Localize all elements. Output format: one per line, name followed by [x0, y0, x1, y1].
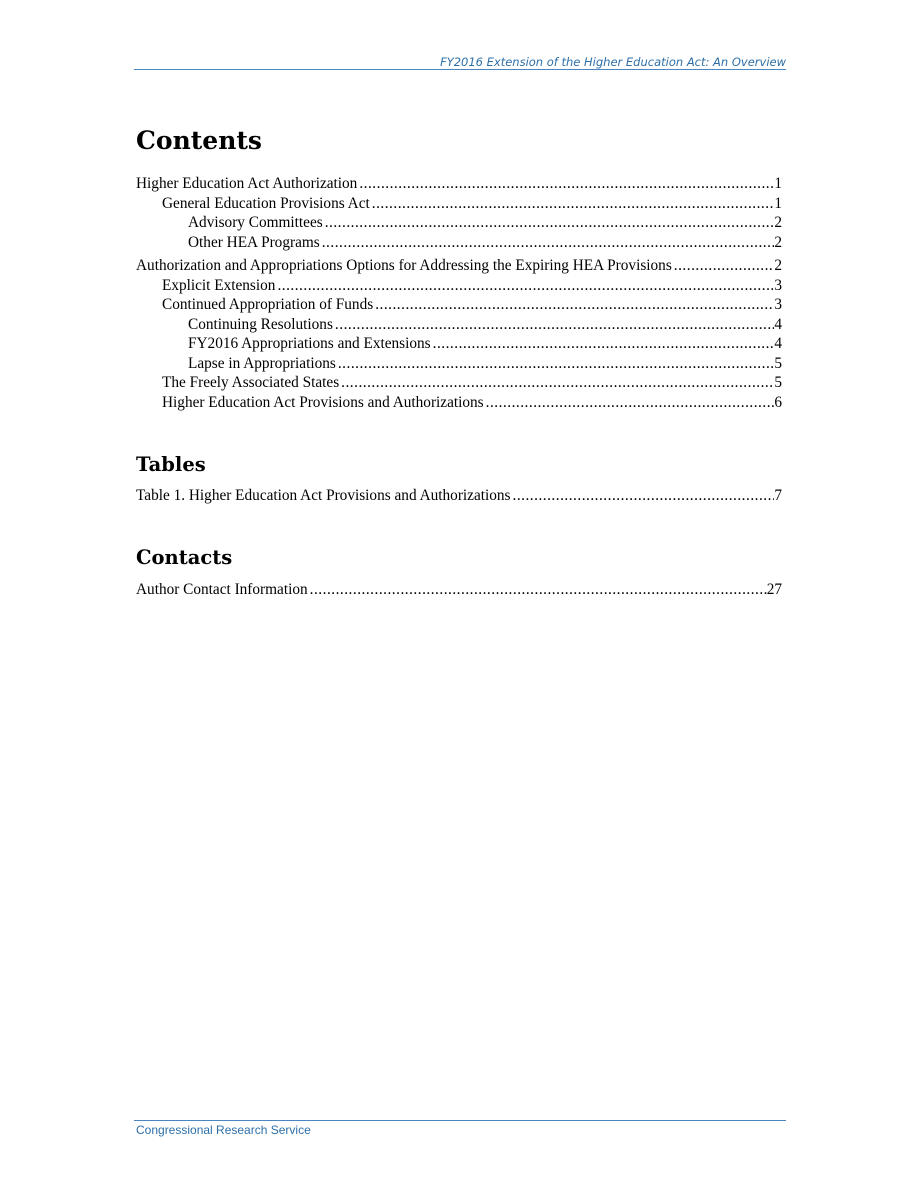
toc-page-number: 1: [774, 175, 782, 192]
toc-dot-leader: [373, 295, 774, 315]
toc-entry[interactable]: [136, 354, 782, 374]
toc-entry[interactable]: [136, 373, 782, 393]
contents-heading: Contents: [136, 126, 263, 155]
toc-dot-leader: [308, 580, 767, 600]
toc-page-number: 2: [774, 233, 782, 251]
toc-dot-leader: [484, 393, 775, 413]
toc-entry[interactable]: [136, 315, 782, 335]
toc-page-number: 4: [774, 335, 782, 352]
toc-entry-title: Continued Appropriation of Funds: [162, 296, 374, 313]
toc-entry[interactable]: [136, 334, 782, 354]
toc-dot-leader: [336, 354, 774, 374]
toc-entry[interactable]: [136, 393, 782, 413]
toc-page-number: 7: [774, 487, 782, 504]
toc-dot-leader: [370, 194, 775, 214]
toc-dot-leader: [431, 334, 775, 354]
toc-entry-title: Higher Education Act Authorization: [136, 175, 358, 192]
toc-page-number: 6: [774, 393, 782, 411]
toc-entry-title: Table 1. Higher Education Act Provisions and Authorizations: [136, 487, 511, 504]
toc-page-number: 1: [774, 194, 782, 212]
toc-dot-leader: [323, 213, 775, 233]
toc-entry[interactable]: [136, 174, 782, 194]
toc-entry-title: Continuing Resolutions: [188, 315, 333, 333]
toc-entry-title: Author Contact Information: [136, 581, 308, 598]
footer-rule: [134, 1120, 786, 1121]
toc-entry[interactable]: [136, 213, 782, 233]
toc-entry[interactable]: [136, 233, 782, 253]
toc-dot-leader: [511, 486, 775, 506]
toc-page-number: 4: [774, 315, 782, 333]
toc-entry-title: Authorization and Appropriations Options for Addressing the Expiring HEA Provisions: [136, 257, 672, 274]
toc-entry[interactable]: [136, 580, 782, 600]
toc-entry-title: Higher Education Act Provisions and Authorizations: [162, 393, 484, 411]
footer-organization: Congressional Research Service: [136, 1123, 311, 1137]
toc-entry[interactable]: [136, 194, 782, 214]
toc-page-number: 3: [774, 276, 782, 294]
contents-toc: [136, 174, 782, 412]
contacts-toc: [136, 580, 782, 600]
tables-heading: Tables: [136, 453, 206, 476]
toc-entry-title: General Education Provisions Act: [162, 194, 370, 212]
toc-entry-title: Advisory Committees: [188, 214, 323, 231]
toc-page-number: 2: [774, 257, 782, 274]
tables-toc: [136, 486, 782, 506]
toc-page-number: 5: [774, 354, 782, 372]
running-header: FY2016 Extension of the Higher Education Act: An Overview: [440, 55, 786, 69]
toc-dot-leader: [357, 174, 774, 194]
toc-entry-title: Other HEA Programs: [188, 233, 320, 251]
toc-page-number: 27: [766, 581, 782, 598]
header-rule: [134, 69, 786, 70]
toc-entry[interactable]: [136, 276, 782, 296]
contacts-heading: Contacts: [136, 546, 233, 569]
toc-dot-leader: [320, 233, 775, 253]
toc-entry[interactable]: [136, 256, 782, 276]
toc-page-number: 2: [774, 214, 782, 231]
toc-entry-title: Lapse in Appropriations: [188, 354, 336, 372]
toc-page-number: 5: [774, 374, 782, 391]
toc-entry-title: Explicit Extension: [162, 276, 276, 294]
toc-dot-leader: [333, 315, 774, 335]
toc-page-number: 3: [774, 296, 782, 313]
toc-dot-leader: [275, 276, 774, 296]
toc-entry[interactable]: [136, 486, 782, 506]
toc-entry-title: The Freely Associated States: [162, 374, 340, 391]
toc-entry-title: FY2016 Appropriations and Extensions: [188, 335, 431, 352]
toc-dot-leader: [672, 256, 775, 276]
toc-entry[interactable]: [136, 295, 782, 315]
toc-dot-leader: [339, 373, 774, 393]
